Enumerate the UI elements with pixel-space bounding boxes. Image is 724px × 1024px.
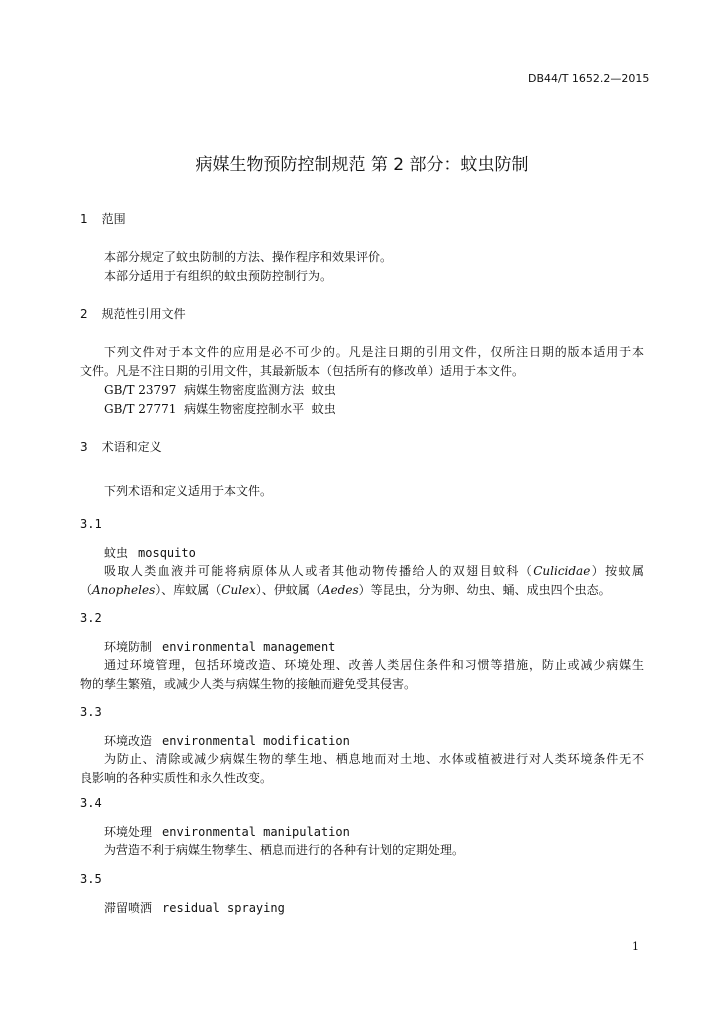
term-number: 3.2: [80, 611, 102, 625]
section-1-heading: [80, 210, 126, 227]
document-code: DB44/T 1652.2—2015: [528, 72, 650, 85]
term-zh: 环境防制: [104, 640, 153, 654]
term-definition-line: 物的孳生繁殖，或减少人类与病媒生物的接触而避免受其侵害。: [80, 677, 417, 691]
paragraph: 下列术语和定义适用于本文件。: [104, 484, 273, 498]
term-definition-line: 通过环境管理，包括环境改造、环境处理、改善人类居住条件和习惯等措施，防止或减少病媒生: [104, 658, 644, 672]
paragraph: 本部分规定了蚊虫防制的方法、操作程序和效果评价。: [104, 250, 393, 264]
term-number: 3.3: [80, 705, 102, 719]
term-number: 3.4: [80, 796, 102, 810]
term-heading: [104, 732, 350, 749]
term-heading: [104, 823, 350, 840]
term-definition-line: 良影响的各种实质性和永久性改变。: [80, 771, 273, 785]
paragraph-line: 下列文件对于本文件的应用是必不可少的。凡是注日期的引用文件，仅所注日期的版本适用于本: [104, 345, 644, 359]
term-heading: [104, 899, 285, 916]
page-title: 病媒生物预防控制规范 第 2 部分：蚊虫防制: [195, 155, 529, 175]
term-en: mosquito: [138, 546, 196, 560]
term-zh: 滞留喷洒: [104, 901, 153, 915]
term-zh: 蚊虫: [104, 546, 129, 560]
section-number: 2: [80, 307, 88, 321]
section-title: 术语和定义: [101, 440, 162, 454]
term-heading: [104, 638, 335, 655]
section-2-heading: [80, 305, 186, 322]
term-heading: [104, 544, 196, 561]
section-number: 3: [80, 440, 88, 454]
paragraph: 本部分适用于有组织的蚊虫预防控制行为。: [104, 269, 333, 283]
term-en: residual spraying: [162, 901, 285, 915]
term-number: 3.5: [80, 872, 102, 886]
section-3-heading: [80, 438, 162, 455]
section-title: 范围: [101, 212, 126, 226]
term-en: environmental management: [162, 640, 336, 654]
term-definition-line: （Anopheles）、库蚊属（Culex）、伊蚊属（Aedes）等昆虫，分为卵、幼虫、蛹、成虫四个虫态。: [80, 583, 611, 597]
paragraph-line: 文件。凡是不注日期的引用文件，其最新版本（包括所有的修改单）适用于本文件。: [80, 364, 525, 378]
section-number: 1: [80, 212, 88, 226]
section-title: 规范性引用文件: [101, 307, 186, 321]
term-number: 3.1: [80, 517, 102, 531]
term-zh: 环境处理: [104, 825, 153, 839]
term-definition-line: 为防止、清除或减少病媒生物的孳生地、栖息地而对土地、水体或植被进行对人类环境条件无不: [104, 752, 644, 766]
term-en: environmental modification: [162, 734, 350, 748]
term-zh: 环境改造: [104, 734, 153, 748]
reference-item: GB/T 23797 病媒生物密度监测方法 蚊虫: [104, 383, 336, 397]
term-definition-line: 吸取人类血液并可能将病原体从人或者其他动物传播给人的双翅目蚊科（Culicidae）按蚊属: [104, 564, 644, 578]
reference-item: GB/T 27771 病媒生物密度控制水平 蚊虫: [104, 402, 336, 416]
term-definition-line: 为营造不利于病媒生物孳生、栖息而进行的各种有计划的定期处理。: [104, 843, 465, 857]
page-number: 1: [632, 940, 639, 953]
term-en: environmental manipulation: [162, 825, 350, 839]
